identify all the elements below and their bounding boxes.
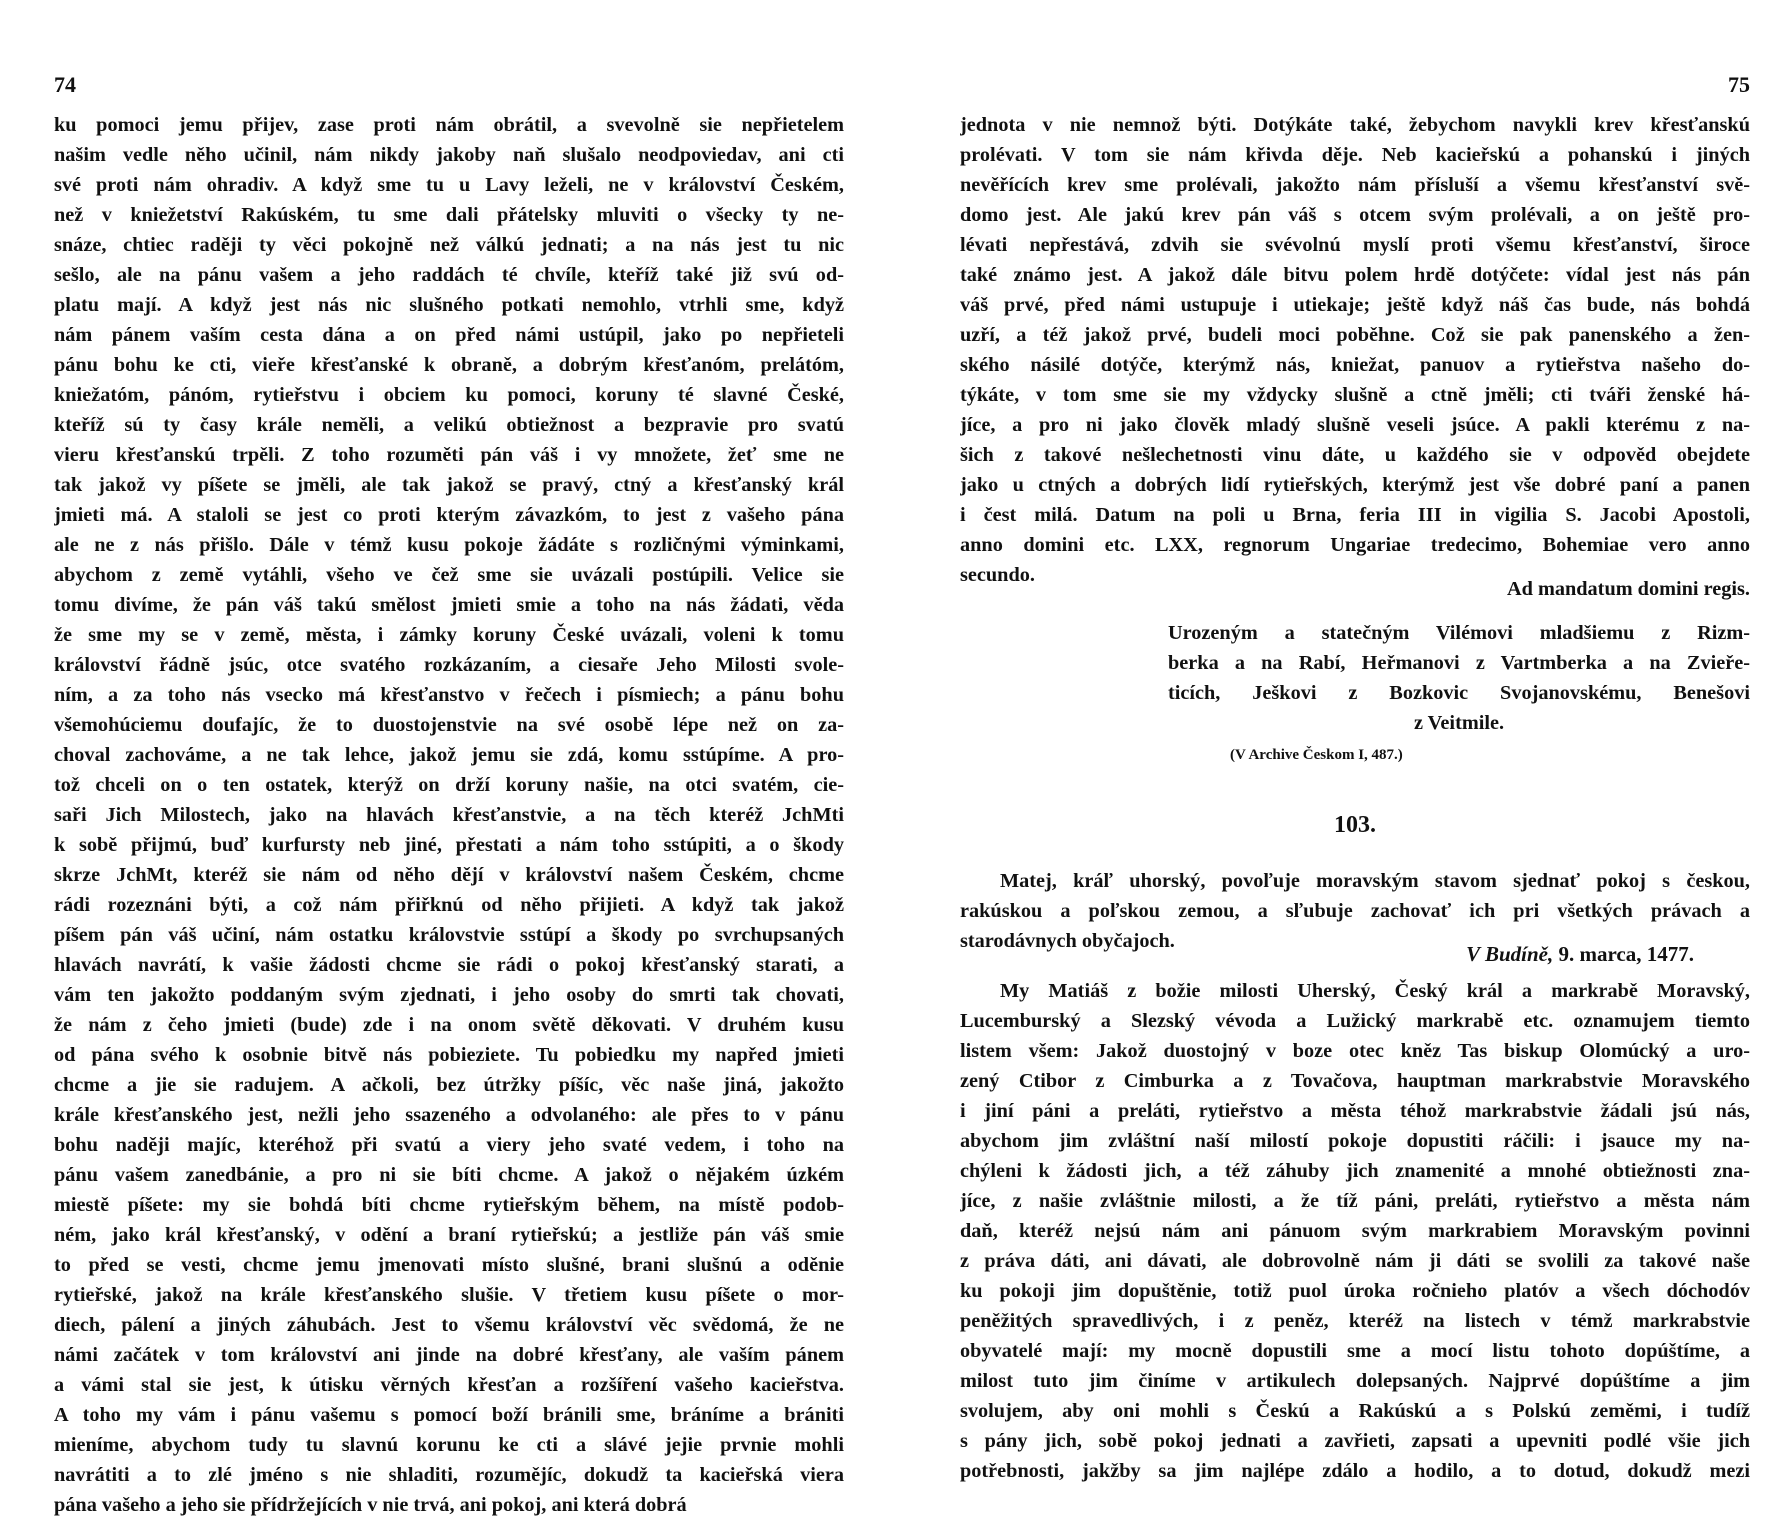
text-line: obyvatelé mají: my mocně dopustili sme a mocí listu tohoto dopúštíme, a (960, 1340, 1750, 1362)
text-line: domo jest. Ale jakú krev pán váš s otcem svým prolévali, a on ještě pro- (960, 204, 1750, 226)
text-line: námi začátek v tom království ani jinde na dobré křesťany, ale vaším pánem (54, 1344, 844, 1366)
text-line: secundo. (960, 564, 1035, 586)
mandatum-line: Ad mandatum domini regis. (1506, 578, 1750, 600)
text-line: daň, kteréž nejsú nám ani pánuom svým markrabiem Moravským povinni (960, 1220, 1750, 1242)
text-line: váš prvé, před námi ustupuje i utiekaje; ještě když náš čas bude, nás bohdá (960, 294, 1750, 316)
text-line: chcme a jie sie radujem. A ačkoli, bez útržky píšíc, věc naše jiná, jakožto (54, 1074, 844, 1096)
text-line: pána vašeho a jeho sie přídržejících v nie trvá, ani pokoj, ani která dobrá (54, 1494, 687, 1516)
text-line: Matej, kráľ uhorský, povoľuje moravským stavom sjednať pokoj s českou, (1000, 870, 1750, 892)
text-line: chýleni k žádosti jich, a též záhuby jich znamenité a mnohé obtiežnosti zna- (960, 1160, 1750, 1182)
text-line: jednota v nie nemnož býti. Dotýkáte také, žebychom navykli krev křesťanskú (960, 114, 1750, 136)
text-line: jmieti má. A staloli se jest co proti kterým závazkóm, to jest z vašeho pána (54, 504, 844, 526)
text-line: kteříž sú ty časy krále neměli, a velikú obtiežnost a bezpravie pro svatú (54, 414, 844, 436)
address-block (1168, 618, 1750, 738)
text-line: a vámi stal sie jest, k útisku věrných křesťan a rozšíření vašeho kacieřstva. (54, 1374, 844, 1396)
text-line: i čest milá. Datum na poli u Brna, feria III in vigilia S. Jacobi Apostoli, (960, 504, 1750, 526)
text-line: svolujem, aby oni mohli s Českú a Rakúskú a s Polskú zeměmi, i tudíž (960, 1400, 1750, 1422)
text-line: ném, jako král křesťanský, v odění a braní rytieřskú; a jestliže pán váš smie (54, 1224, 844, 1246)
text-line: saři Jich Milostech, jako na hlavách křesťanstvie, a na těch kteréž JchMti (54, 804, 844, 826)
text-line: potřebnosti, jakžby sa jim najlépe zdálo a hodilo, a to dotud, dokudž mezi (960, 1460, 1750, 1482)
text-line: jíce, z našie zvláštnie milosti, a že tíž páni, preláti, rytieřstvo a města nám (960, 1190, 1750, 1212)
text-line: jako u ctných a dobrých lidí rytieřských, kterýmž jest vše dobré paní a panen (960, 474, 1750, 496)
page-number-left: 74 (54, 72, 76, 97)
text-line: ku pokoji jim dopuštěnie, totiž puol úroka ročnieho platóv a všech dóchodóv (960, 1280, 1750, 1302)
document-number: 103. (1334, 812, 1376, 838)
text-line: Urozeným a statečným Vilémovi mladšiemu z Rizm- (1168, 622, 1750, 644)
text-line: nám pánem vaším cesta dána a on před námi ustúpil, jako po nepřieteli (54, 324, 844, 346)
dateline-place: V Budíně, (1466, 942, 1554, 966)
text-line: zený Ctibor z Cimburka a z Tovačova, hauptman markrabstvie Moravského (960, 1070, 1750, 1092)
text-line: tak jakož vy píšete se jměli, ale tak jakož se pravý, ctný a křesťanský král (54, 474, 844, 496)
left-page-text (54, 110, 844, 1520)
text-line: kniežatóm, pánóm, rytieřstvu i obciem ku pomoci, koruny té slavné České, (54, 384, 844, 406)
text-line: pánu vašem zanedbánie, a pro ni sie bíti chcme. A jakož o nějakém úzkém (54, 1164, 844, 1186)
text-line: berka a na Rabí, Heřmanovi z Vartmberka a na Zvieře- (1168, 652, 1750, 674)
text-line: rytieřské, jakož na krále křesťanského slušie. V třetiem kusu píšete o mor- (54, 1284, 844, 1306)
text-line: z Veitmile. (1413, 712, 1505, 734)
text-line: rakúskou a poľskou zemou, a sľubuje zachovať ich pri všetkých právach a (960, 900, 1750, 922)
text-line: i jiní páni a preláti, rytieřstvo a města téhož markrabstvie žádali jsú nás, (960, 1100, 1750, 1122)
text-line: našim vedle něho učinil, nám nikdy jakoby naň slušalo neodpoviedav, ani cti (54, 144, 844, 166)
text-line: k sobě přijmú, buď kurfursty neb jiné, přestati a nám toho sstúpiti, a o škody (54, 834, 844, 856)
text-line: navrátiti a to zlé jméno s nie shladiti, rozumějíc, dokudž ta kacieřská viera (54, 1464, 844, 1486)
text-line: listem všem: Jakož duostojný v boze otec kněz Tas biskup Olomúcký a uro- (960, 1040, 1750, 1062)
text-line: tož chceli on o ten ostatek, kterýž on drží koruny našie, na otci svatém, cie- (54, 774, 844, 796)
text-line: z práva dáti, ani dávati, ale dobrovolně nám ji dáti se svolili za takové naše (960, 1250, 1750, 1272)
text-line: všemohúciemu doufajíc, že to duostojenstvie na své osobě lépe než on za- (54, 714, 844, 736)
text-line: Lucemburský a Slezský vévoda a Lužický markrabě etc. oznamujem tiemto (960, 1010, 1750, 1032)
text-line: miestě píšete: my sie bohdá bíti chcme rytieřským během, na místě podob- (54, 1194, 844, 1216)
text-line: skrze JchMt, kteréž sie nám od něho dějí v království našem Českém, chcme (54, 864, 844, 886)
text-line: ského násilé dotýče, kterýmž nás, kniežat, panuov a rytieřstva našeho do- (960, 354, 1750, 376)
page-number-right: 75 (1728, 72, 1750, 97)
text-line: milost tuto jim činíme v artikulech dolepsaných. Najprvé dopúštíme a jim (960, 1370, 1750, 1392)
text-line: snáze, chtiec raději ty věci pokojně než válkú jednati; a na nás jest tu nic (54, 234, 844, 256)
text-line: sešlo, ale na pánu vašem a jeho raddách té chvíle, kteříž také již svú od- (54, 264, 844, 286)
text-line: s pány jich, sobě pokoj jednati a zavřieti, zapsati a upevniti podlé všie jich (960, 1430, 1750, 1452)
text-line: platu mají. A když jest nás nic slušného potkati nemohlo, vtrhli sme, když (54, 294, 844, 316)
dateline (1466, 942, 1694, 967)
text-line: A toho my vám i pánu vašemu s pomocí boží bránili sme, bráníme a brániti (54, 1404, 844, 1426)
text-line: peněžitých spravedlivých, i z peněz, kteréž na listech v témž markrabstvie (960, 1310, 1750, 1332)
text-line: ku pomoci jemu přijev, zase proti nám obrátil, a svevolně sie nepřietelem (54, 114, 844, 136)
text-line: krále křesťanského jest, nežli jeho ssazeného a odvolaného: ale přes to v pánu (54, 1104, 844, 1126)
source-citation: (V Archive Českom I, 487.) (1230, 747, 1403, 763)
text-line: My Matiáš z božie milosti Uherský, Český král a markrabě Moravský, (1000, 980, 1750, 1002)
text-line: lévati nepřestává, zdvih sie svévolnú myslí proti všemu křesťanství, široce (960, 234, 1750, 256)
text-line: vám ten jakožto poddaným svým zjednati, i jeho osoby do smrti tak chovati, (54, 984, 844, 1006)
text-line: ticích, Ješkovi z Bozkovic Svojanovskému, Benešovi (1168, 682, 1750, 704)
letter-continuation (960, 110, 1750, 590)
text-line: týkáte, v tom sme sie my vždycky slušně a ctně jměli; cti tváři ženské há- (960, 384, 1750, 406)
text-line: že sme my se v země, města, i zámky koruny České uvázali, voleni k tomu (54, 624, 844, 646)
text-line: bohu naději majíc, kteréhož při svatú a viery jeho svaté vedem, i toho na (54, 1134, 844, 1156)
text-line: anno domini etc. LXX, regnorum Ungariae tredecimo, Bohemiae vero anno (960, 534, 1750, 556)
text-line: abychom z země vytáhli, všeho ve čež sme sie uvázali postúpili. Velice sie (54, 564, 844, 586)
text-line: píšem pán váš učiní, nám ostatku královstvie sstúpí a škody po svrchupsaných (54, 924, 844, 946)
text-line: pánu bohu ke cti, vieře křesťanské k obraně, a dobrým křesťanóm, prelátóm, (54, 354, 844, 376)
text-line: rádi rozeznáni býti, a což nám přiřknú od něho přijieti. A když tak jakož (54, 894, 844, 916)
text-line: království řádně jsúc, otce svatého rozkázaním, a ciesaře Jeho Milosti svole- (54, 654, 844, 676)
text-line: tomu divíme, že pán váš takú smělost jmieti smie a toho na nás žádati, věda (54, 594, 844, 616)
text-line: nevěřících krev sme prolévali, jakožto nám přísluší a všemu křesťanství svě- (960, 174, 1750, 196)
document-body (960, 976, 1750, 1486)
text-line: prolévati. V tom sie nám křivda děje. Neb kacieřskú a pohanskú i jiných (960, 144, 1750, 166)
text-line: ním, a za toho nás vsecko má křesťanstvo v řečech i písmiech; a pánu bohu (54, 684, 844, 706)
dateline-date: 9. marca, 1477. (1558, 942, 1694, 966)
text-line: diech, pálení a jiných záhubách. Jest to všemu království věc svědomá, že ne (54, 1314, 844, 1336)
text-line: mieníme, abychom tudy tu slavnú korunu ke cti a slávé jejie prvnie mohli (54, 1434, 844, 1456)
text-line: hlavách navrátí, k vašie žádosti chcme sie rádi o pokoj křesťanský starati, a (54, 954, 844, 976)
text-line: abychom jim zvláštní naší milostí pokoje dopustiti ráčili: i jsauce my na- (960, 1130, 1750, 1152)
text-line: že nám z čeho jmieti (bude) zde i na onom světě děkovati. V druhém kusu (54, 1014, 844, 1036)
text-line: než v kniežetství Rakúském, tu sme dali přátelsky mluviti o všecky ty ne- (54, 204, 844, 226)
text-line: vieru křesťanskú trpěli. Z toho rozuměti pán váš i vy množete, žeť sme ne (54, 444, 844, 466)
text-line: své proti nám ohradiv. A když sme tu u Lavy leželi, ne v království Českém, (54, 174, 844, 196)
text-line: ale ne z nás přišlo. Dále v témž kusu pokoje žádáte s rozličnými výminkami, (54, 534, 844, 556)
text-line: uzří, a též jakož prvé, budeli moci poběhne. Což sie pak panenského a žen- (960, 324, 1750, 346)
text-line: jíce, a pro ni jako člověk mladý slušně veseli jsúce. A pakli kterému z na- (960, 414, 1750, 436)
text-line: starodávnych obyčajoch. (960, 930, 1175, 952)
text-line: od pána svého k osobnie bitvě nás pobieziete. Tu pobiedku my napřed jmieti (54, 1044, 844, 1066)
text-line: choval zachováme, a ne tak lehce, jakož jemu sie zdá, komu sstúpíme. A pro- (54, 744, 844, 766)
text-line: také známo jest. A jakož dále bitvu polem hrdě dotýčete: vídal jest nás pán (960, 264, 1750, 286)
text-line: to před se vesti, chcme jemu jmenovati místo slušné, brani slušnú a oděnie (54, 1254, 844, 1276)
text-line: šich z takové nešlechetnosti vinu dáte, u každého sie v odpověd obejdete (960, 444, 1750, 466)
